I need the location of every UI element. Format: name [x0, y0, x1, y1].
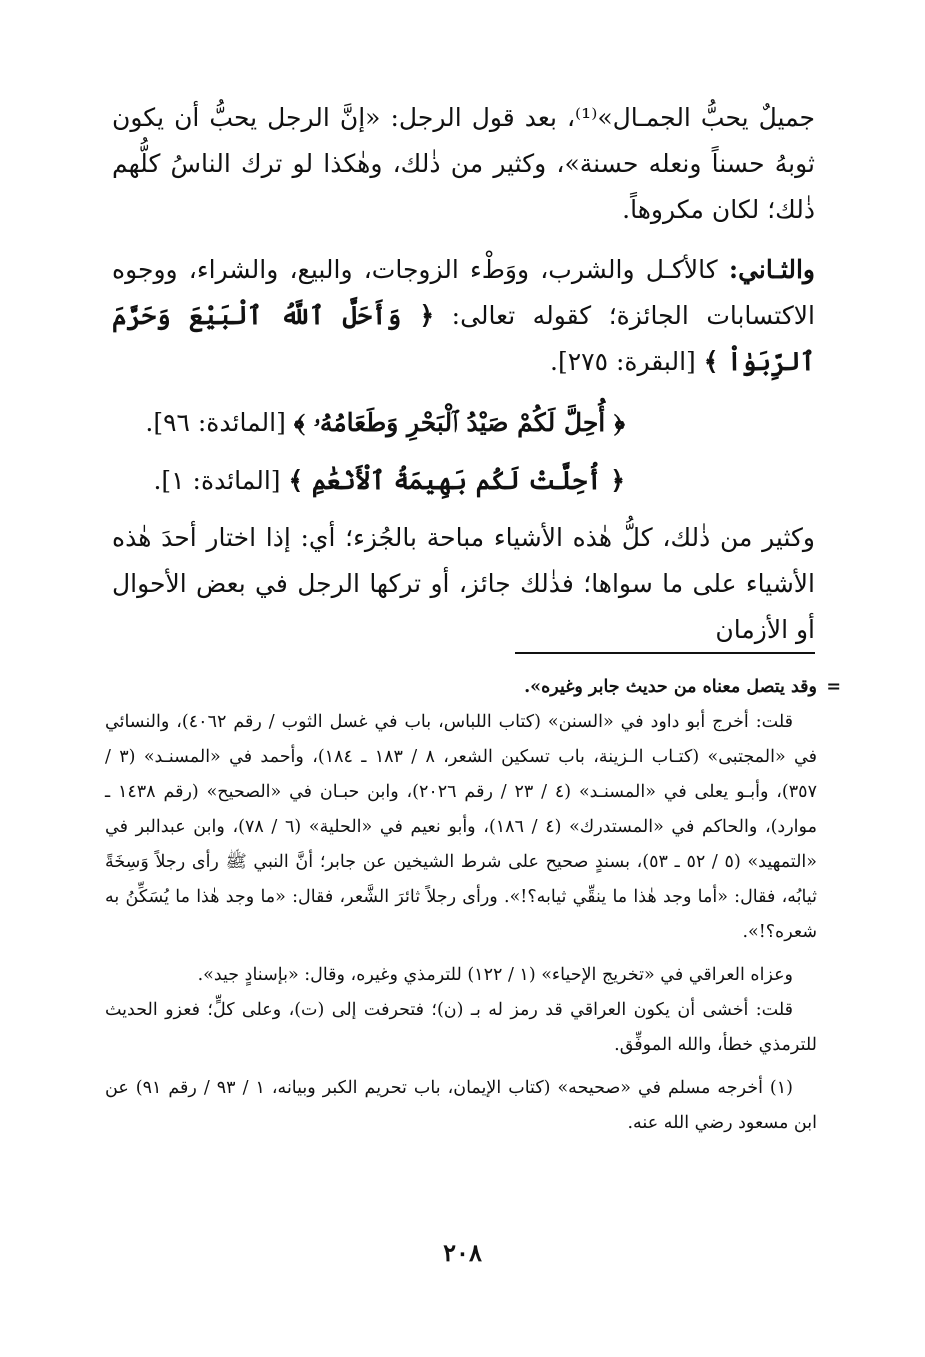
quran-verse-baqarah: ﴿ وَأَحَلَّ ٱللَّهُ ٱلْبَيْعَ وَحَرَّمَ ٱلرِّبَوٰاْ ﴾ — [112, 301, 815, 376]
footnote-note-c: قلت: أخشى أن يكون العراقي قد رمز له بـ (ن)؛ فتحرفت إلى (ت)، وعلى كلٍّ؛ فعزو الحديث للترمذي خطأ، والله الموفِّق. — [105, 1000, 817, 1055]
footnote-1: (١) أخرجه مسلم في «صحيحه» (كتاب الإيمان، باب تحريم الكبر وبيانه، ١ / ٩٣ / رقم ٩١) عن ابن مسعود رضي الله عنه. — [105, 1078, 817, 1133]
continuation-marker: = — [826, 677, 841, 697]
main-text — [112, 95, 815, 667]
footnote-continuation-text: وقد يتصل معناه من حديث جابر وغيره». — [524, 677, 817, 697]
paragraph-2-lead: والثـاني: — [728, 255, 816, 284]
paragraph-2 — [112, 247, 815, 385]
verse-reference-baqarah: [البقرة: ٢٧٥]. — [550, 347, 696, 376]
footnote-continuation — [105, 670, 841, 705]
paragraph-3: وكثير من ذٰلك، كلُّ هٰذه الأشياء مباحة بالجُزء؛ أي: إذا اختار أحدَ هٰذه الأشياء على ما سواها؛ فذٰلك جائز، أو تركها الرجل في بعض الأحوال أو الأزمان — [112, 523, 815, 644]
verse-line-2 — [112, 457, 815, 505]
quran-verse-maidah-1: ﴿ أُحِلَّتْ لَكُم بَهِيمَةُ ٱلْأَنْعَٰمِ ﴾ — [288, 466, 625, 495]
footnote-note-b: وعزاه العراقي في «تخريج الإحياء» (١ / ١٢٢) للترمذي وغيره، وقال: «بإسنادٍ جيد». — [197, 965, 793, 985]
quran-verse-maidah-96: ﴿ أُحِلَّ لَكُمْ صَيْدُ ٱلْبَحْرِ وَطَعَامُهُۥ ﴾ — [293, 408, 625, 437]
page-number: ٢٠٨ — [443, 1238, 482, 1267]
footnotes — [105, 670, 841, 1141]
verse-reference-maidah-96: [المائدة: ٩٦]. — [145, 408, 286, 437]
paragraph-1: جميلٌ يحبُّ الجمـال»⁽¹⁾، بعد قول الرجل: «إنَّ الرجل يحبُّ أن يكون ثوبهُ حسناً ونعله حسنة»، وكثير من ذٰلك، وهٰكذا لو ترك الناسُ كلُّهم ذٰلك؛ لكان مكروهاً. — [112, 103, 815, 224]
verse-reference-maidah-1: [المائدة: ١]. — [153, 466, 281, 495]
footnote-separator — [515, 652, 815, 654]
footnote-note-a: قلت: أخرج أبو داود في «السنن» (كتاب اللباس، باب في غسل الثوب / رقم ٤٠٦٢)، والنسائي في «المجتبى» (كتـاب الـزينة، باب تسكين الشعر، ٨ / ١٨٣ ـ ١٨٤)، وأحمد في «المسنـد» (٣ / ٣٥٧)، وأبـو يعلى في «المسنـد» (٤ / ٢٣ / رقم ٢٠٢٦)، وابن حبـان في «الصحيح» (رقم ١٤٣٨ ـ موارد)، والحاكم في «المستدرك» (٤ / ١٨٦)، وأبو نعيم في «الحلية» (٦ / ٧٨)، وابن عبدالبر في «التمهيد» (٥ / ٥٢ ـ ٥٣)، بسندٍ صحيح على شرط الشيخين عن جابر؛ أنَّ النبي ﷺ رأى رجلاً وَسِخَةً ثيابُه، فقال: «أما وجد هٰذا ما ينقِّي ثيابه؟!». ورأى رجلاً ثائرَ الشَّعر، فقال: «ما وجد هٰذا ما يُسَكِّنُ به شعره؟!». — [105, 712, 817, 942]
paragraph-2-text: كالأكـل والشرب، ووَطْء الزوجات، والبيع، والشراء، ووجوه الاكتسابات الجائزة؛ كقوله تعالى: — [112, 255, 815, 330]
verse-line-1 — [112, 399, 815, 447]
